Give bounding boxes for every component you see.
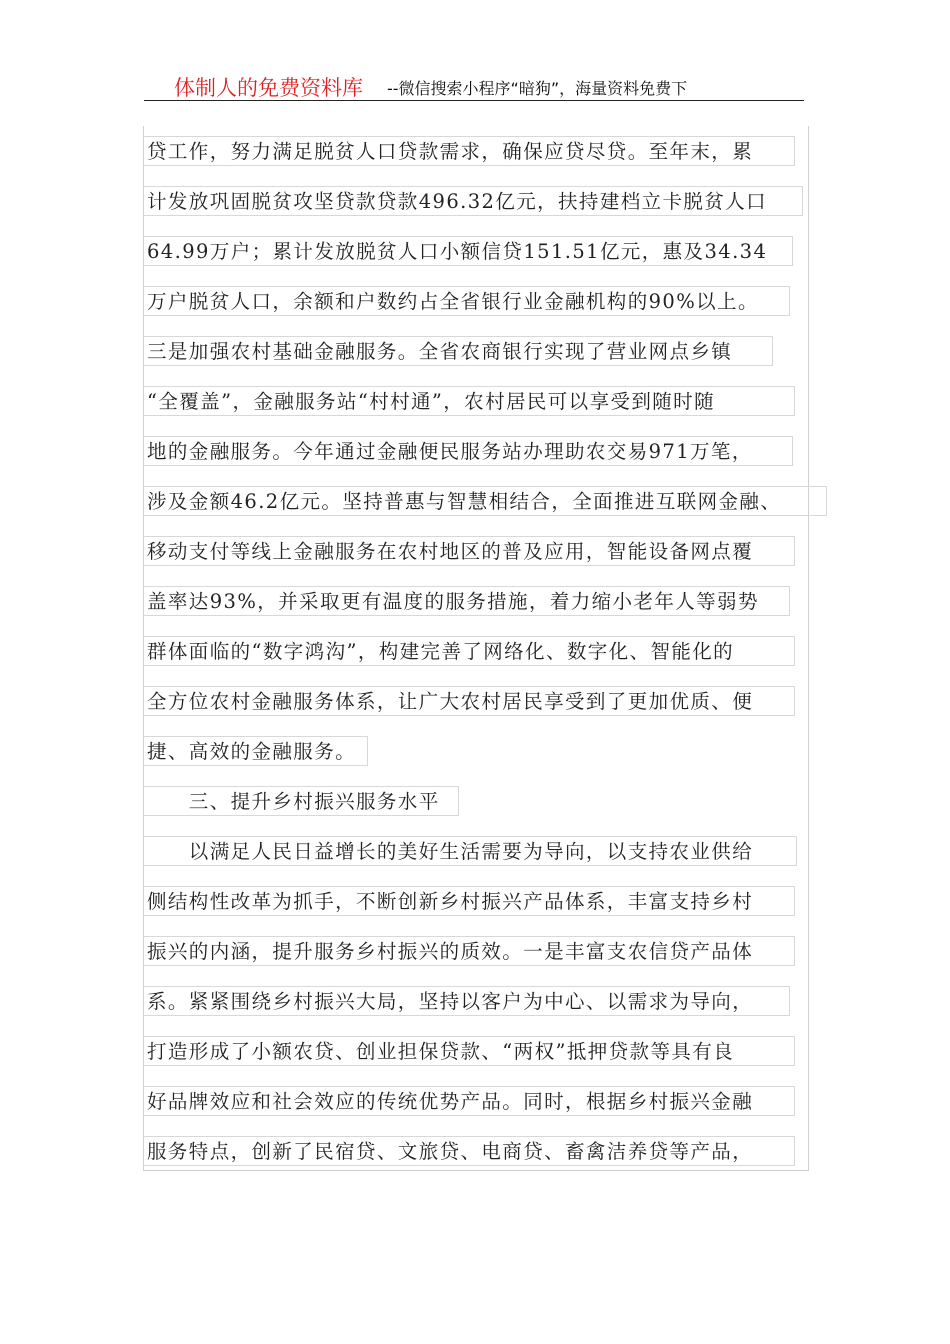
text-line: 64.99万户；累计发放脱贫人口小额信贷151.51亿元，惠及34.34 <box>143 236 793 266</box>
text-line: “全覆盖”，金融服务站“村村通”，农村居民可以享受到随时随 <box>143 386 795 416</box>
text-line: 群体面临的“数字鸿沟”，构建完善了网络化、数字化、智能化的 <box>143 636 795 666</box>
text-line: 振兴的内涵，提升服务乡村振兴的质效。一是丰富支农信贷产品体 <box>143 936 795 966</box>
section-heading: 三、提升乡村振兴服务水平 <box>143 786 459 816</box>
text-line: 捷、高效的金融服务。 <box>143 736 368 766</box>
text-line: 盖率达93%，并采取更有温度的服务措施，着力缩小老年人等弱势 <box>143 586 790 616</box>
text-line: 三是加强农村基础金融服务。全省农商银行实现了营业网点乡镇 <box>143 336 773 366</box>
text-line: 以满足人民日益增长的美好生活需要为导向，以支持农业供给 <box>143 836 797 866</box>
page-header <box>144 70 804 101</box>
text-line: 好品牌效应和社会效应的传统优势产品。同时，根据乡村振兴金融 <box>143 1086 795 1116</box>
text-line: 侧结构性改革为抓手，不断创新乡村振兴产品体系，丰富支持乡村 <box>143 886 795 916</box>
text-line: 贷工作，努力满足脱贫人口贷款需求，确保应贷尽贷。至年末，累 <box>143 136 795 166</box>
text-line: 地的金融服务。今年通过金融便民服务站办理助农交易971万笔， <box>143 436 793 466</box>
header-promo-text: --微信搜索小程序“暗狗”，海量资料免费下 <box>387 79 688 98</box>
text-line: 全方位农村金融服务体系，让广大农村居民享受到了更加优质、便 <box>143 686 795 716</box>
text-line: 移动支付等线上金融服务在农村地区的普及应用，智能设备网点覆 <box>143 536 795 566</box>
text-line: 万户脱贫人口，余额和户数约占全省银行业金融机构的90%以上。 <box>143 286 790 316</box>
text-line: 计发放巩固脱贫攻坚贷款贷款496.32亿元，扶持建档立卡脱贫人口 <box>143 186 803 216</box>
header-brand: 体制人的免费资料库 <box>174 76 363 100</box>
text-line: 系。紧紧围绕乡村振兴大局，坚持以客户为中心、以需求为导向， <box>143 986 790 1016</box>
text-line: 服务特点，创新了民宿贷、文旅贷、电商贷、畜禽洁养贷等产品， <box>143 1136 795 1166</box>
text-line: 涉及金额46.2亿元。坚持普惠与智慧相结合，全面推进互联网金融、 <box>143 486 827 516</box>
text-line: 打造形成了小额农贷、创业担保贷款、“两权”抵押贷款等具有良 <box>143 1036 795 1066</box>
